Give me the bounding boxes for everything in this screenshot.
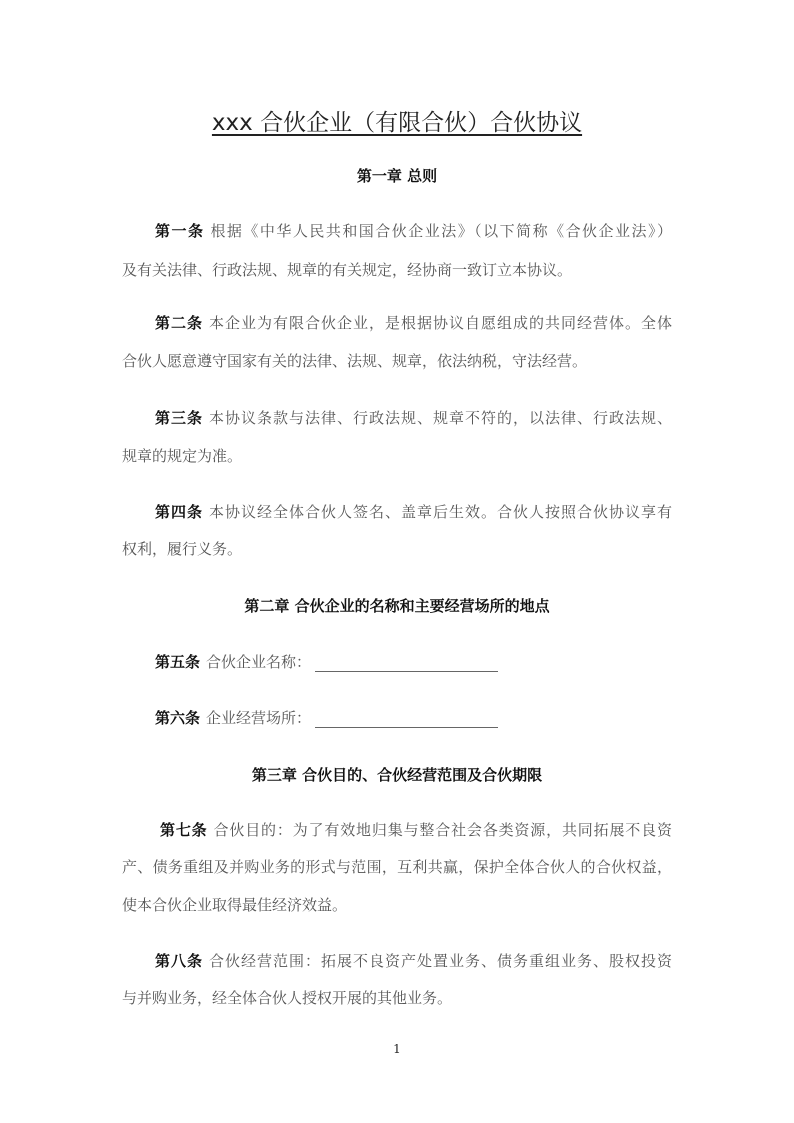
chapter-1-heading: 第一章 总则 [356, 167, 438, 185]
article-5: 第五条 合伙企业名称： [155, 652, 672, 672]
article-3: 第三条 本协议条款与法律、行政法规、规章不符的，以法律、行政法规、 [155, 409, 672, 427]
document-title: xxx 合伙企业（有限合伙）合伙协议 [211, 110, 583, 136]
article-7-line: 产、债务重组及并购业务的形式与范围，互利共赢，保护全体合伙人的合伙权益， [122, 858, 672, 876]
article-3-line: 规章的规定为准。 [122, 447, 243, 465]
article-4-line: 权利，履行义务。 [122, 540, 243, 558]
article-8: 第八条 合伙经营范围：拓展不良资产处置业务、债务重组业务、股权投资 [155, 952, 672, 970]
article-7-line: 使本合伙企业取得最佳经济效益。 [122, 896, 348, 914]
page-number: 1 [393, 1042, 401, 1056]
article-7: 第七条 合伙目的：为了有效地归集与整合社会各类资源，共同拓展不良资 [160, 821, 672, 839]
chapter-3-heading: 第三章 合伙目的、合伙经营范围及合伙期限 [251, 766, 543, 784]
article-4: 第四条 本协议经全体合伙人签名、盖章后生效。合伙人按照合伙协议享有 [155, 503, 672, 521]
article-1: 第一条 根据《中华人民共和国合伙企业法》（以下简称《合伙企业法》） [155, 222, 672, 240]
article-2: 第二条 本企业为有限合伙企业，是根据协议自愿组成的共同经营体。全体 [155, 314, 672, 332]
article-1-line: 及有关法律、行政法规、规章的有关规定，经协商一致订立本协议。 [122, 261, 573, 279]
article-8-line: 与并购业务，经全体合伙人授权开展的其他业务。 [122, 989, 453, 1007]
business-place-blank[interactable] [315, 711, 498, 728]
article-2-line: 合伙人愿意遵守国家有关的法律、法规、规章，依法纳税，守法经营。 [122, 352, 588, 370]
partnership-name-blank[interactable] [315, 655, 498, 672]
article-6: 第六条 企业经营场所： [155, 708, 672, 728]
chapter-2-heading: 第二章 合伙企业的名称和主要经营场所的地点 [244, 597, 550, 615]
